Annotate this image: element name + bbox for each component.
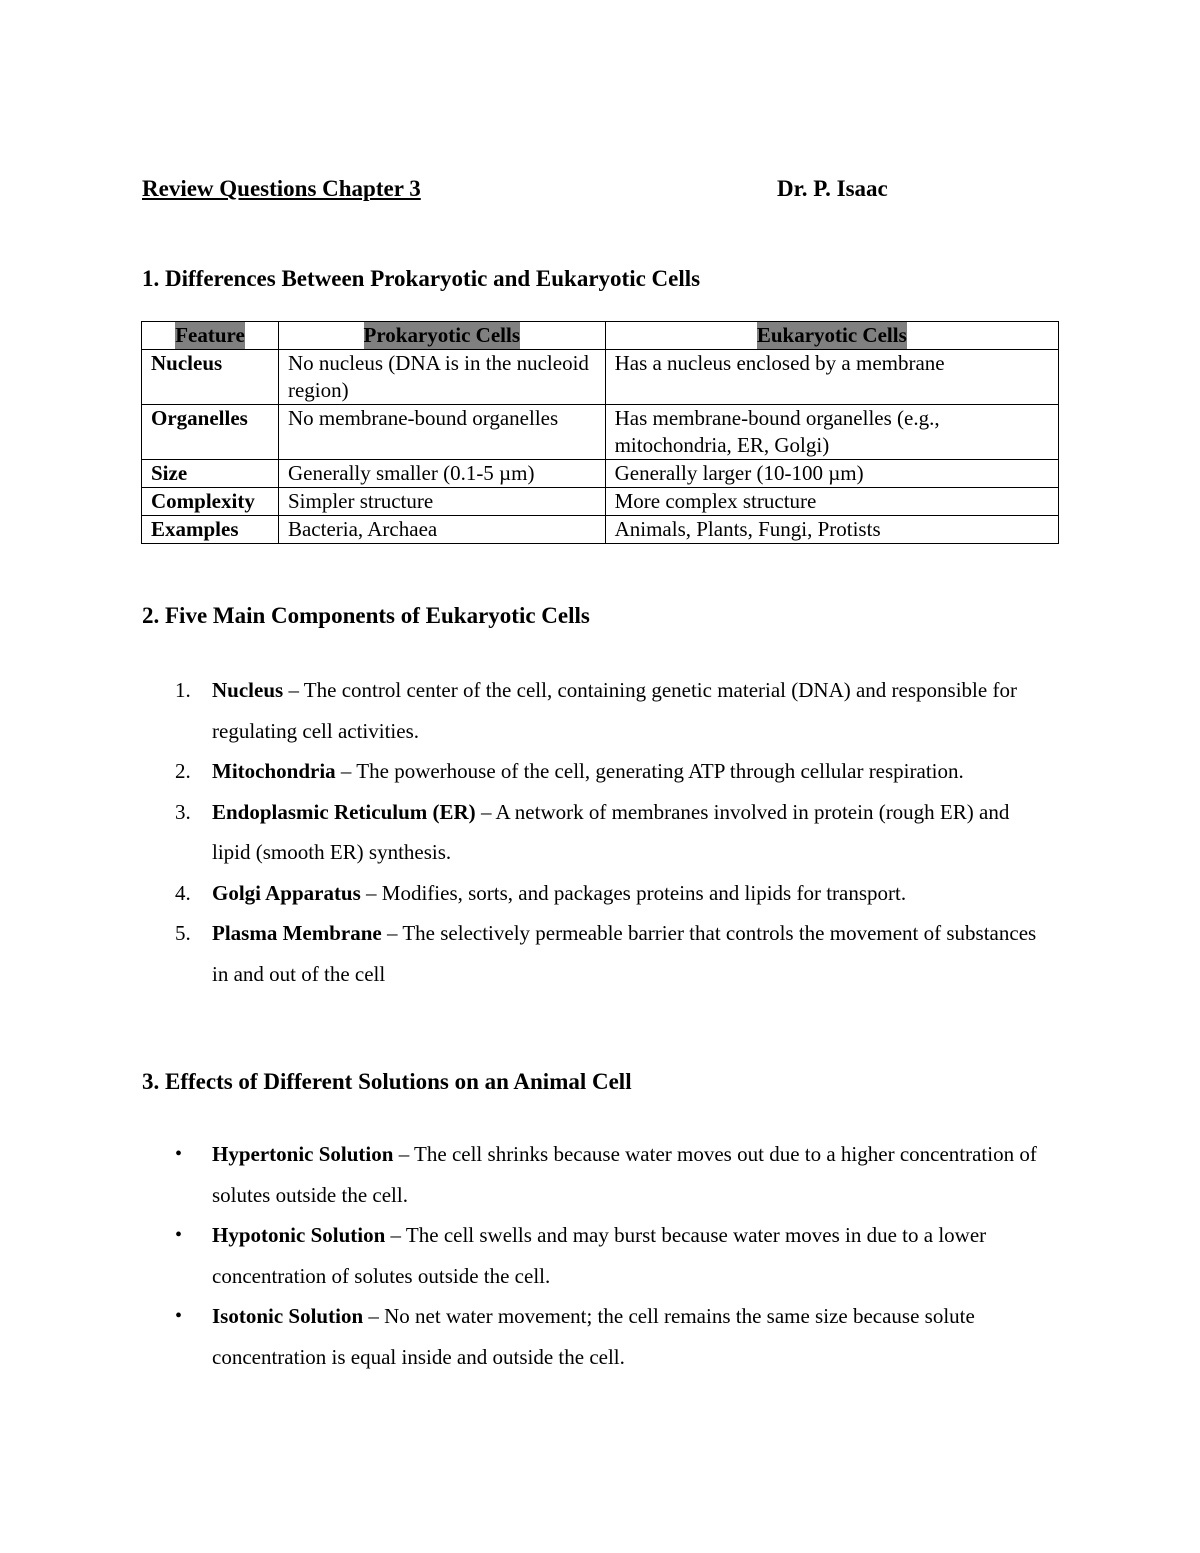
- list-item: [142, 1296, 1042, 1377]
- solutions-list: [142, 1134, 1042, 1377]
- component-description: – The powerhouse of the cell, generating ATP through cellular respiration.: [335, 759, 964, 783]
- eukaryotic-cell: Has a nucleus enclosed by a membrane: [605, 350, 1058, 405]
- eukaryotic-cell: Generally larger (10-100 µm): [605, 460, 1058, 488]
- components-list: [142, 670, 1042, 994]
- section-2-heading: 2. Five Main Components of Eukaryotic Cells: [142, 603, 590, 628]
- solution-description: – No net water movement; the cell remains the same size because solute concentration is equal inside and outside the cell.: [212, 1304, 975, 1369]
- list-number: 3.: [175, 799, 191, 824]
- table-row: [142, 460, 1059, 488]
- prokaryotic-cell: No nucleus (DNA is in the nucleoid region): [278, 350, 605, 405]
- list-item: [142, 873, 1042, 914]
- component-description: – The control center of the cell, containing genetic material (DNA) and responsible for regulating cell activities.: [212, 678, 1017, 743]
- bullet-icon: •: [175, 1224, 183, 1246]
- list-number: 2.: [175, 759, 191, 783]
- header-cell: [142, 322, 279, 350]
- author-name: Dr. P. Isaac: [777, 176, 888, 201]
- list-item: [142, 1134, 1042, 1215]
- component-term: Plasma Membrane: [212, 921, 382, 945]
- list-item: [142, 670, 1042, 751]
- feature-cell: Examples: [142, 516, 279, 544]
- list-number: 1.: [175, 678, 191, 702]
- feature-cell: Nucleus: [142, 350, 279, 405]
- prokaryotic-cell: Simpler structure: [278, 488, 605, 516]
- solution-term: Isotonic Solution: [212, 1304, 364, 1328]
- list-item: [142, 751, 1042, 792]
- header-prokaryotic: Prokaryotic Cells: [363, 323, 521, 347]
- comparison-table: [141, 321, 1059, 544]
- feature-cell: Size: [142, 460, 279, 488]
- solution-description: – The cell shrinks because water moves out due to a higher concentration of solutes outside the cell.: [212, 1142, 1037, 1207]
- eukaryotic-cell: Animals, Plants, Fungi, Protists: [605, 516, 1058, 544]
- feature-cell: Complexity: [142, 488, 279, 516]
- component-term: Golgi Apparatus: [212, 880, 361, 905]
- solution-description: – The cell swells and may burst because water moves in due to a lower concentration of solutes outside the cell.: [212, 1223, 987, 1288]
- section-3-heading: 3. Effects of Different Solutions on an Animal Cell: [142, 1069, 632, 1094]
- table-row: [142, 350, 1059, 405]
- eukaryotic-cell: More complex structure: [605, 488, 1058, 516]
- component-term: Nucleus: [212, 678, 284, 702]
- header-feature: Feature: [175, 323, 245, 347]
- list-number: 4.: [175, 880, 191, 905]
- table-header-row: [142, 322, 1059, 350]
- list-number: 5.: [175, 921, 191, 945]
- list-item: [142, 913, 1042, 994]
- eukaryotic-cell: Has membrane-bound organelles (e.g., mitochondria, ER, Golgi): [605, 405, 1058, 460]
- prokaryotic-cell: Generally smaller (0.1-5 µm): [278, 460, 605, 488]
- component-term: Mitochondria: [212, 759, 336, 783]
- header-cell: [605, 322, 1058, 350]
- document-title: Review Questions Chapter 3: [142, 176, 421, 201]
- bullet-icon: •: [175, 1305, 183, 1327]
- feature-cell: Organelles: [142, 405, 279, 460]
- table-row: [142, 516, 1059, 544]
- component-term: Endoplasmic Reticulum (ER): [212, 799, 476, 824]
- prokaryotic-cell: Bacteria, Archaea: [278, 516, 605, 544]
- component-description: – Modifies, sorts, and packages proteins and lipids for transport.: [360, 880, 907, 905]
- bullet-icon: •: [175, 1143, 183, 1165]
- header-cell: [278, 322, 605, 350]
- list-item: [142, 792, 1042, 873]
- solution-term: Hypertonic Solution: [212, 1142, 394, 1166]
- solution-term: Hypotonic Solution: [212, 1223, 386, 1247]
- component-description: – The selectively permeable barrier that controls the movement of substances in and out of the cell: [212, 921, 1037, 986]
- table-row: [142, 488, 1059, 516]
- list-item: [142, 1215, 1042, 1296]
- table-row: [142, 405, 1059, 460]
- prokaryotic-cell: No membrane-bound organelles: [278, 405, 605, 460]
- component-description: – A network of membranes involved in protein (rough ER) and lipid (smooth ER) synthesis.: [212, 799, 1010, 864]
- section-1-heading: 1. Differences Between Prokaryotic and Eukaryotic Cells: [142, 266, 701, 291]
- header-eukaryotic: Eukaryotic Cells: [756, 323, 907, 347]
